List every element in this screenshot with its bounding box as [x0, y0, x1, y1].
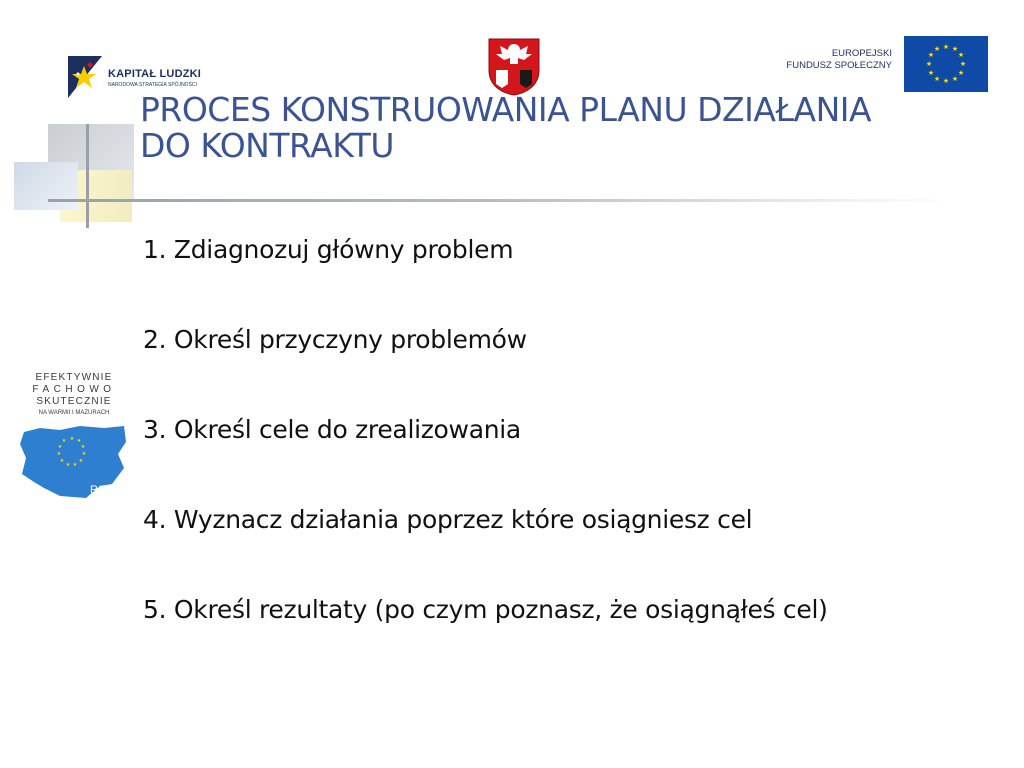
svg-text:★: ★: [80, 444, 86, 450]
rops-line2: FACHOWO: [32, 384, 116, 395]
svg-text:★: ★: [81, 451, 87, 457]
kapital-ludzki-subtitle: NARODOWA STRATEGIA SPÓJNOŚCI: [108, 82, 197, 88]
kapital-ludzki-title: KAPITAŁ LUDZKI: [108, 68, 202, 80]
svg-text:★: ★: [927, 51, 935, 59]
step-item: 4. Wyznacz działania poprzez które osiągniesz cel: [143, 505, 753, 534]
slide-title-line1: PROCES KONSTRUOWANIA PLANU DZIAŁANIA: [140, 90, 872, 129]
eu-fund-label: [770, 48, 892, 72]
svg-text:★: ★: [927, 69, 935, 77]
svg-text:★: ★: [959, 60, 967, 68]
svg-text:★: ★: [57, 444, 63, 450]
svg-text:★: ★: [65, 462, 71, 468]
rops-line1: EFEKTYWNIE: [35, 372, 113, 383]
slide-title: [140, 92, 1000, 164]
svg-text:★: ★: [951, 75, 959, 83]
svg-text:★: ★: [61, 438, 67, 444]
slide-title-line2: DO KONTRAKTU: [140, 126, 395, 165]
step-item: 2. Określ przyczyny problemów: [143, 325, 527, 354]
step-item: 3. Określ cele do zrealizowania: [143, 415, 521, 444]
steps-list: [143, 232, 1013, 682]
title-divider-line: [48, 199, 948, 202]
svg-text:★: ★: [78, 458, 84, 464]
rops-line4: NA WARMII I MAZURACH: [38, 410, 110, 416]
step-item: 5. Określ rezultaty (po czym poznasz, że osiągnąłeś cel): [143, 595, 828, 624]
svg-text:★: ★: [59, 458, 65, 464]
step-item: 1. Zdiagnozuj główny problem: [143, 235, 514, 264]
svg-text:★: ★: [76, 438, 82, 444]
coat-of-arms-icon: [486, 36, 542, 96]
eu-fund-line2: FUNDUSZ SPOŁECZNY: [786, 60, 892, 71]
svg-text:★: ★: [957, 69, 965, 77]
eu-flag-icon: [904, 36, 988, 92]
rops-logo: [20, 372, 128, 502]
svg-text:★: ★: [69, 436, 75, 442]
eu-fund-line1: EUROPEJSKI: [831, 48, 892, 59]
svg-text:★: ★: [951, 45, 959, 53]
svg-text:★: ★: [933, 45, 941, 53]
rops-label: ROPS: [90, 484, 122, 496]
rops-line3: SKUTECZNIE: [36, 396, 112, 407]
svg-text:★: ★: [942, 43, 950, 51]
decor-vertical-line: [86, 124, 89, 228]
svg-text:★: ★: [72, 462, 78, 468]
svg-text:★: ★: [933, 75, 941, 83]
svg-text:★: ★: [957, 51, 965, 59]
svg-text:★: ★: [942, 77, 950, 85]
svg-text:★: ★: [56, 451, 62, 457]
kapital-ludzki-star-icon: [66, 52, 106, 98]
decor-square-blue: [14, 162, 78, 210]
svg-text:★: ★: [925, 60, 933, 68]
